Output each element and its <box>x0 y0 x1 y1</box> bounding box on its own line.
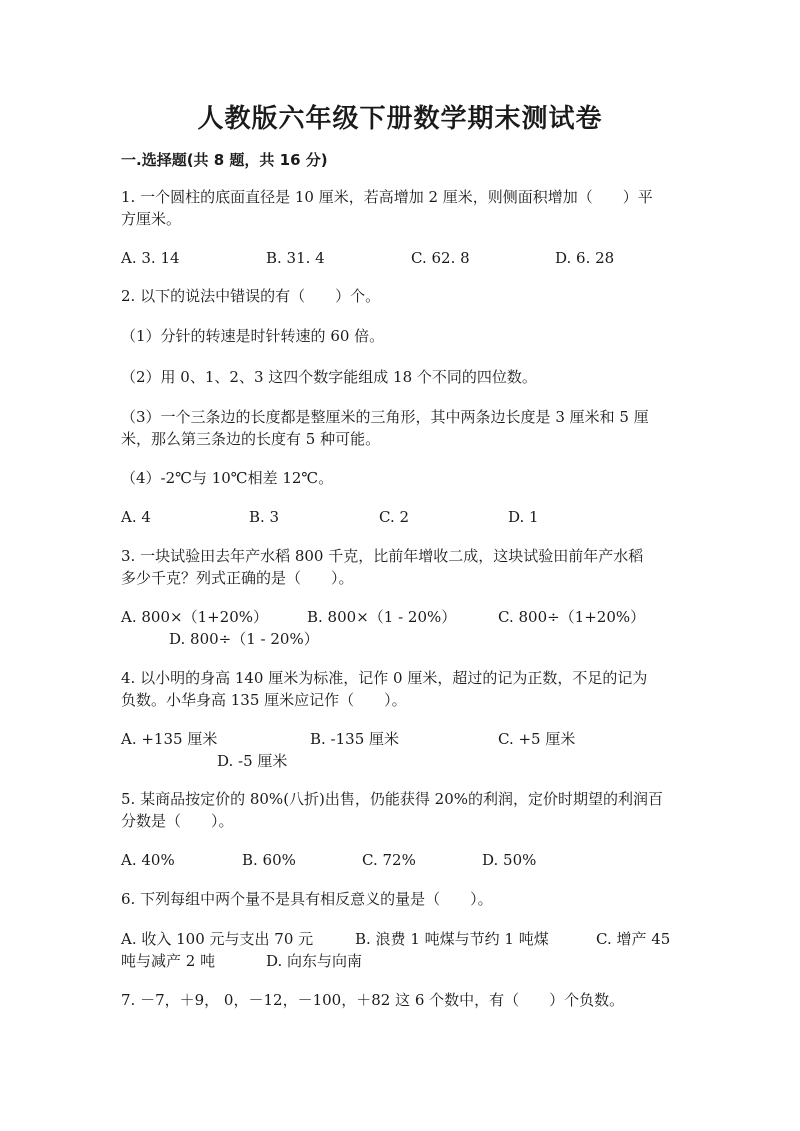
question-5-stem: 5. 某商品按定价的 80%(八折)出售，仍能获得 20%的利润，定价时期望的利润百 <box>121 790 664 808</box>
question-2-statement-3-cont: 米，那么第三条边的长度有 5 种可能。 <box>121 430 381 448</box>
question-5-option-d: D. 50% <box>482 851 537 869</box>
question-1-option-d: D. 6. 28 <box>555 249 615 267</box>
question-5-option-c: C. 72% <box>362 851 416 869</box>
question-3-option-c: C. 800÷（1+20%） <box>498 608 646 626</box>
question-6-option-c: C. 增产 45 <box>596 930 671 948</box>
question-4-option-d: D. -5 厘米 <box>217 752 288 770</box>
question-4-option-c: C. +5 厘米 <box>498 730 576 748</box>
question-6-stem: 6. 下列每组中两个量不是具有相反意义的量是（ ）。 <box>121 890 493 908</box>
question-2-statement-2: （2）用 0、1、2、3 这四个数字能组成 18 个不同的四位数。 <box>121 368 537 386</box>
question-5-stem-cont: 分数是（ ）。 <box>121 812 234 830</box>
question-5-option-a: A. 40% <box>121 851 175 869</box>
question-1-stem-cont: 方厘米。 <box>121 210 182 228</box>
question-4-stem-cont: 负数。小华身高 135 厘米应记作（ ）。 <box>121 691 407 709</box>
question-1-option-a: A. 3. 14 <box>121 249 180 267</box>
question-3-option-b: B. 800×（1 - 20%） <box>307 608 457 626</box>
question-1-option-b: B. 31. 4 <box>266 249 325 267</box>
question-2-option-c: C. 2 <box>379 508 410 526</box>
question-3-stem-cont: 多少千克？列式正确的是（ ）。 <box>121 569 354 587</box>
question-6-option-a: A. 收入 100 元与支出 70 元 <box>121 930 314 948</box>
question-6-option-b: B. 浪费 1 吨煤与节约 1 吨煤 <box>355 930 549 948</box>
question-2-statement-4: （4）-2℃与 10℃相差 12℃。 <box>121 469 334 487</box>
question-2-statement-1: （1）分针的转速是时针转速的 60 倍。 <box>121 327 385 345</box>
question-4-stem: 4. 以小明的身高 140 厘米为标准，记作 0 厘米，超过的记为正数，不足的记为 <box>121 669 648 687</box>
question-2-statement-3: （3）一个三条边的长度都是整厘米的三角形，其中两条边长度是 3 厘米和 5 厘 <box>121 408 649 426</box>
question-2-option-b: B. 3 <box>249 508 280 526</box>
question-2-option-d: D. 1 <box>508 508 539 526</box>
question-1-option-c: C. 62. 8 <box>411 249 470 267</box>
question-6-option-d: D. 向东与向南 <box>266 952 363 970</box>
question-2-option-a: A. 4 <box>121 508 151 526</box>
question-3-stem: 3. 一块试验田去年产水稻 800 千克，比前年增收二成，这块试验田前年产水稻 <box>121 547 644 565</box>
question-4-option-a: A. +135 厘米 <box>121 730 218 748</box>
question-7-stem: 7. －7，＋9， 0，－12，－100，＋82 这 6 个数中，有（ ）个负数。 <box>121 991 625 1009</box>
question-3-option-d: D. 800÷（1 - 20%） <box>169 630 319 648</box>
section-heading: 一.选择题(共 8 题，共 16 分) <box>121 151 328 169</box>
question-6-option-c-cont: 吨与减产 2 吨 <box>121 952 216 970</box>
question-3-option-a: A. 800×（1+20%） <box>121 608 269 626</box>
exam-title: 人教版六年级下册数学期末测试卷 <box>197 104 603 134</box>
question-1-stem: 1. 一个圆柱的底面直径是 10 厘米，若高增加 2 厘米，则侧面积增加（ ）平 <box>121 188 653 206</box>
question-4-option-b: B. -135 厘米 <box>310 730 400 748</box>
question-2-stem: 2. 以下的说法中错误的有（ ）个。 <box>121 287 381 305</box>
question-5-option-b: B. 60% <box>242 851 296 869</box>
